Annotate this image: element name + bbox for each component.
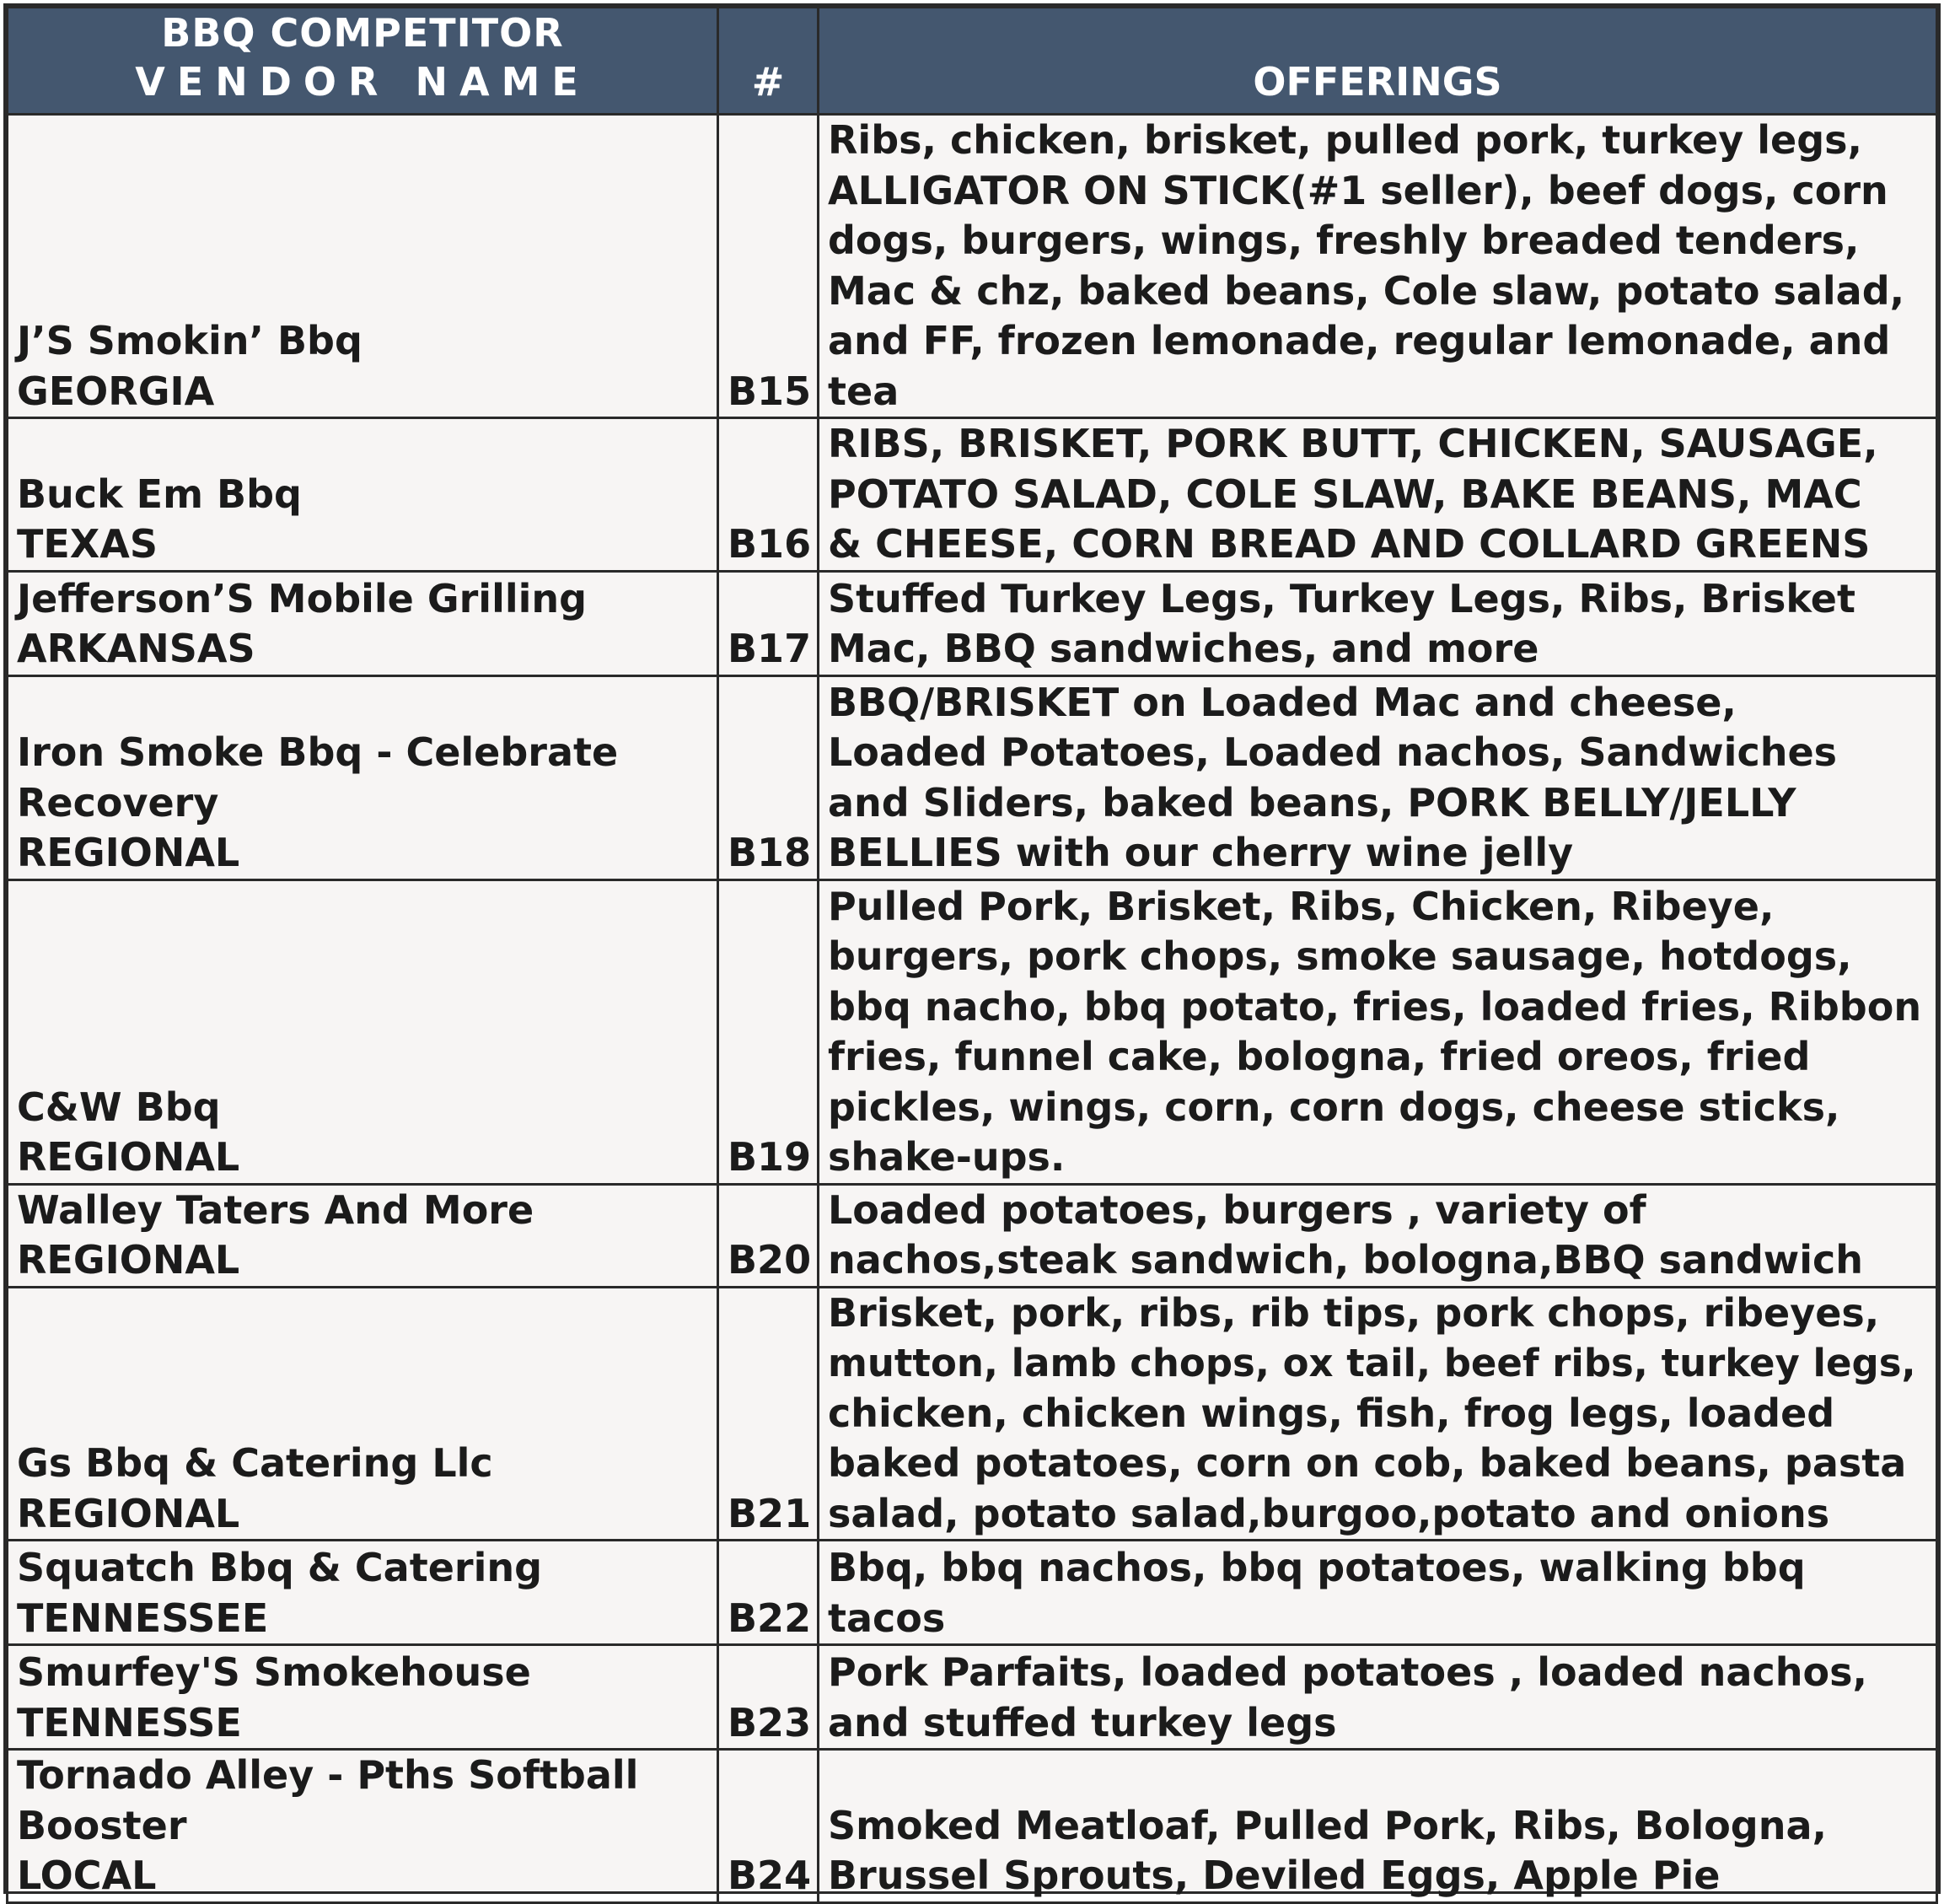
table-row	[8, 1184, 1937, 1287]
offerings-line: tacos	[828, 1595, 946, 1641]
offerings-cell	[819, 418, 1937, 572]
vendor-region: TENNESSEE	[17, 1595, 269, 1641]
booth-number: B24	[718, 1750, 819, 1903]
offerings-line: Loaded Potatoes, Loaded nachos, Sandwiches	[828, 729, 1838, 775]
vendor-name: Booster	[17, 1802, 187, 1848]
vendor-table	[6, 6, 1938, 1904]
booth-number: B19	[718, 879, 819, 1184]
vendor-name: Walley Taters And More	[17, 1186, 534, 1233]
offerings-cell	[819, 675, 1937, 879]
offerings-line: Mac, BBQ sandwiches, and more	[828, 626, 1539, 671]
table-row	[8, 1541, 1937, 1645]
vendor-name-cell	[8, 1541, 718, 1645]
vendor-name: Jefferson’S Mobile Grilling	[17, 575, 588, 621]
booth-number: B21	[718, 1287, 819, 1541]
offerings-line: and stuffed turkey legs	[828, 1699, 1337, 1745]
booth-number: B18	[718, 675, 819, 879]
vendor-region: REGIONAL	[17, 830, 240, 875]
offerings-line: pickles, wings, corn, corn dogs, cheese sticks,	[828, 1084, 1840, 1130]
booth-number: B22	[718, 1541, 819, 1645]
offerings-line: Pulled Pork, Brisket, Ribs, Chicken, Ribeye,	[828, 883, 1775, 929]
offerings-line: burgers, pork chops, smoke sausage, hotdogs,	[828, 933, 1852, 979]
vendor-name-cell	[8, 1287, 718, 1541]
vendor-name: Buck Em Bbq	[17, 471, 302, 517]
vendor-name-cell	[8, 418, 718, 572]
booth-number: B15	[718, 115, 819, 418]
offerings-line: baked potatoes, corn on cob, baked beans, pasta	[828, 1440, 1907, 1486]
offerings-line: Stuffed Turkey Legs, Turkey Legs, Ribs, Brisket	[828, 575, 1855, 621]
table-row	[8, 879, 1937, 1184]
offerings-line: Smoked Meatloaf, Pulled Pork, Ribs, Bologna,	[828, 1802, 1827, 1848]
offerings-line: dogs, burgers, wings, freshly breaded tenders,	[828, 218, 1860, 263]
vendor-name: Smurfey'S Smokehouse	[17, 1649, 531, 1695]
header-vendor-line2: VENDOR NAME	[135, 59, 590, 105]
offerings-line: BBQ/BRISKET on Loaded Mac and cheese,	[828, 679, 1737, 725]
vendor-name: Gs Bbq & Catering Llc	[17, 1440, 493, 1486]
offerings-line: Brussel Sprouts, Deviled Eggs, Apple Pie	[828, 1853, 1721, 1898]
offerings-cell	[819, 879, 1937, 1184]
booth-number: B17	[718, 571, 819, 675]
vendor-name-cell	[8, 1184, 718, 1287]
table-row	[8, 1287, 1937, 1541]
offerings-line: shake-ups.	[828, 1134, 1066, 1180]
vendor-name-cell	[8, 1750, 718, 1903]
vendor-region: LOCAL	[17, 1853, 157, 1898]
table-row	[8, 1645, 1937, 1750]
offerings-line: chicken, chicken wings, fish, frog legs, loaded	[828, 1390, 1835, 1436]
offerings-line: BELLIES with our cherry wine jelly	[828, 830, 1574, 875]
vendor-name: Squatch Bbq & Catering	[17, 1545, 543, 1590]
vendor-region: ARKANSAS	[17, 626, 255, 671]
vendor-region: GEORGIA	[17, 368, 215, 414]
vendor-table-sheet	[3, 3, 1941, 1898]
offerings-cell	[819, 115, 1937, 418]
vendor-region: REGIONAL	[17, 1237, 240, 1283]
vendor-region: REGIONAL	[17, 1134, 240, 1180]
vendor-name-cell	[8, 571, 718, 675]
table-row	[8, 675, 1937, 879]
table-row	[8, 571, 1937, 675]
offerings-line: bbq nacho, bbq potato, fries, loaded fries, Ribbon	[828, 983, 1922, 1030]
offerings-line: Bbq, bbq nachos, bbq potatoes, walking bbq	[828, 1545, 1806, 1590]
booth-number: B23	[718, 1645, 819, 1750]
header-number: #	[718, 8, 819, 115]
vendor-name-cell	[8, 675, 718, 879]
offerings-line: ALLIGATOR ON STICK(#1 seller), beef dogs, corn	[828, 167, 1888, 213]
table-row	[8, 418, 1937, 572]
offerings-cell	[819, 1645, 1937, 1750]
table-header-row	[8, 8, 1937, 115]
offerings-line: Loaded potatoes, burgers , variety of	[828, 1186, 1646, 1233]
vendor-name-cell	[8, 115, 718, 418]
booth-number: B16	[718, 418, 819, 572]
vendor-region: TEXAS	[17, 521, 158, 567]
offerings-line: POTATO SALAD, COLE SLAW, BAKE BEANS, MAC	[828, 471, 1862, 517]
vendor-name: Tornado Alley - Pths Softball	[17, 1752, 639, 1798]
header-vendor-name	[8, 8, 718, 115]
table-row	[8, 1750, 1937, 1903]
offerings-line: & CHEESE, CORN BREAD AND COLLARD GREENS	[828, 521, 1871, 567]
vendor-name-cell	[8, 1645, 718, 1750]
offerings-line: and FF, frozen lemonade, regular lemonade, and	[828, 318, 1891, 363]
offerings-cell	[819, 1541, 1937, 1645]
header-offerings: OFFERINGS	[819, 8, 1937, 115]
vendor-region: TENNESSE	[17, 1699, 242, 1745]
offerings-line: and Sliders, baked beans, PORK BELLY/JELLY	[828, 779, 1796, 826]
offerings-line: Pork Parfaits, loaded potatoes , loaded nachos,	[828, 1649, 1867, 1695]
offerings-cell	[819, 571, 1937, 675]
offerings-cell	[819, 1184, 1937, 1287]
offerings-line: fries, funnel cake, bologna, fried oreos, fried	[828, 1034, 1811, 1079]
table-row	[8, 115, 1937, 418]
offerings-line: mutton, lamb chops, ox tail, beef ribs, turkey legs,	[828, 1341, 1916, 1385]
header-vendor-line1: BBQ COMPETITOR	[161, 10, 564, 56]
offerings-line: Ribs, chicken, brisket, pulled pork, turkey legs,	[828, 117, 1862, 163]
vendor-region: REGIONAL	[17, 1490, 240, 1536]
vendor-name: J’S Smokin’ Bbq	[17, 318, 362, 363]
offerings-cell	[819, 1287, 1937, 1541]
offerings-line: nachos,steak sandwich, bologna,BBQ sandwich	[828, 1237, 1864, 1283]
booth-number: B20	[718, 1184, 819, 1287]
offerings-line: tea	[828, 368, 900, 414]
offerings-cell	[819, 1750, 1937, 1903]
vendor-name: C&W Bbq	[17, 1084, 221, 1130]
vendor-name-cell	[8, 879, 718, 1184]
offerings-line: Mac & chz, baked beans, Cole slaw, potato salad,	[828, 267, 1905, 314]
offerings-line: salad, potato salad,burgoo,potato and onions	[828, 1490, 1830, 1536]
vendor-name: Iron Smoke Bbq - Celebrate	[17, 729, 619, 775]
vendor-name: Recovery	[17, 779, 219, 826]
offerings-line: RIBS, BRISKET, PORK BUTT, CHICKEN, SAUSAGE,	[828, 421, 1878, 466]
offerings-line: Brisket, pork, ribs, rib tips, pork chops, ribeyes,	[828, 1289, 1880, 1336]
